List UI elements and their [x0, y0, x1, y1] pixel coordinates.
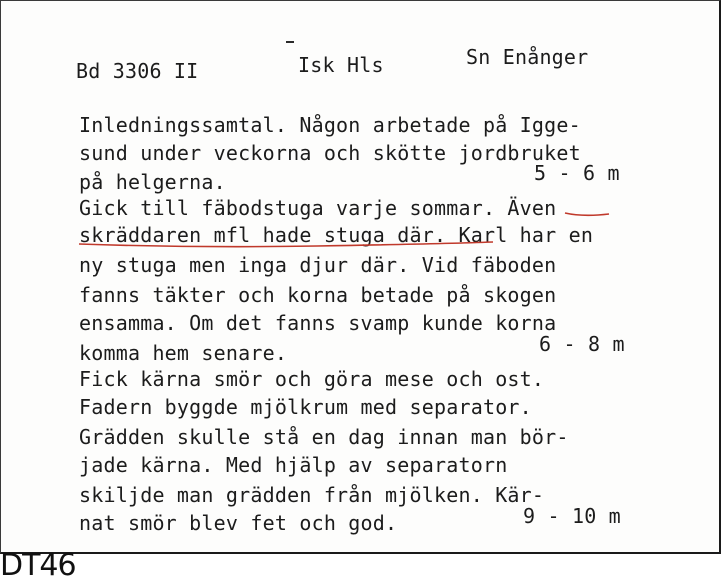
body-line: komma hem senare. — [79, 341, 288, 365]
underline-skraddaren — [77, 238, 497, 252]
body-line: Inledningssamtal. Någon arbetade på Igge- — [79, 113, 581, 137]
body-line: Grädden skulle stå en dag innan man bör- — [79, 425, 569, 449]
handwritten-note: DT46 — [0, 548, 76, 578]
card-parish: Sn Enånger — [466, 45, 589, 69]
body-line: skräddaren mfl hade stuga där. Karl har en — [79, 223, 594, 247]
body-line: ensamma. Om det fanns svamp kunde korna — [79, 311, 557, 335]
body-line: Fadern byggde mjölkrum med separator. — [79, 395, 532, 419]
body-line: jade kärna. Med hjälp av separatorn — [79, 453, 508, 477]
card-id: Bd 3306 II — [76, 59, 199, 83]
card-category: Isk Hls — [298, 53, 384, 77]
body-line: på helgerna. — [79, 170, 226, 194]
body-line: nat smör blev fet och god. — [79, 511, 398, 535]
underline-aven — [563, 209, 613, 219]
time-mark: 9 - 10 m — [523, 504, 621, 528]
body-line: fanns täkter och korna betade på skogen — [79, 283, 557, 307]
time-mark: 5 - 6 m — [534, 161, 620, 185]
typed-dash-mark — [286, 41, 294, 43]
time-mark: 6 - 8 m — [539, 332, 625, 356]
body-line: Fick kärna smör och göra mese och ost. — [79, 367, 545, 391]
body-line: Gick till fäbodstuga varje sommar. Även — [79, 196, 557, 220]
body-line: skiljde man grädden från mjölken. Kär- — [79, 483, 545, 507]
body-line: sund under veckorna och skötte jordbruket — [79, 141, 581, 165]
body-line: ny stuga men inga djur där. Vid fäboden — [79, 253, 557, 277]
